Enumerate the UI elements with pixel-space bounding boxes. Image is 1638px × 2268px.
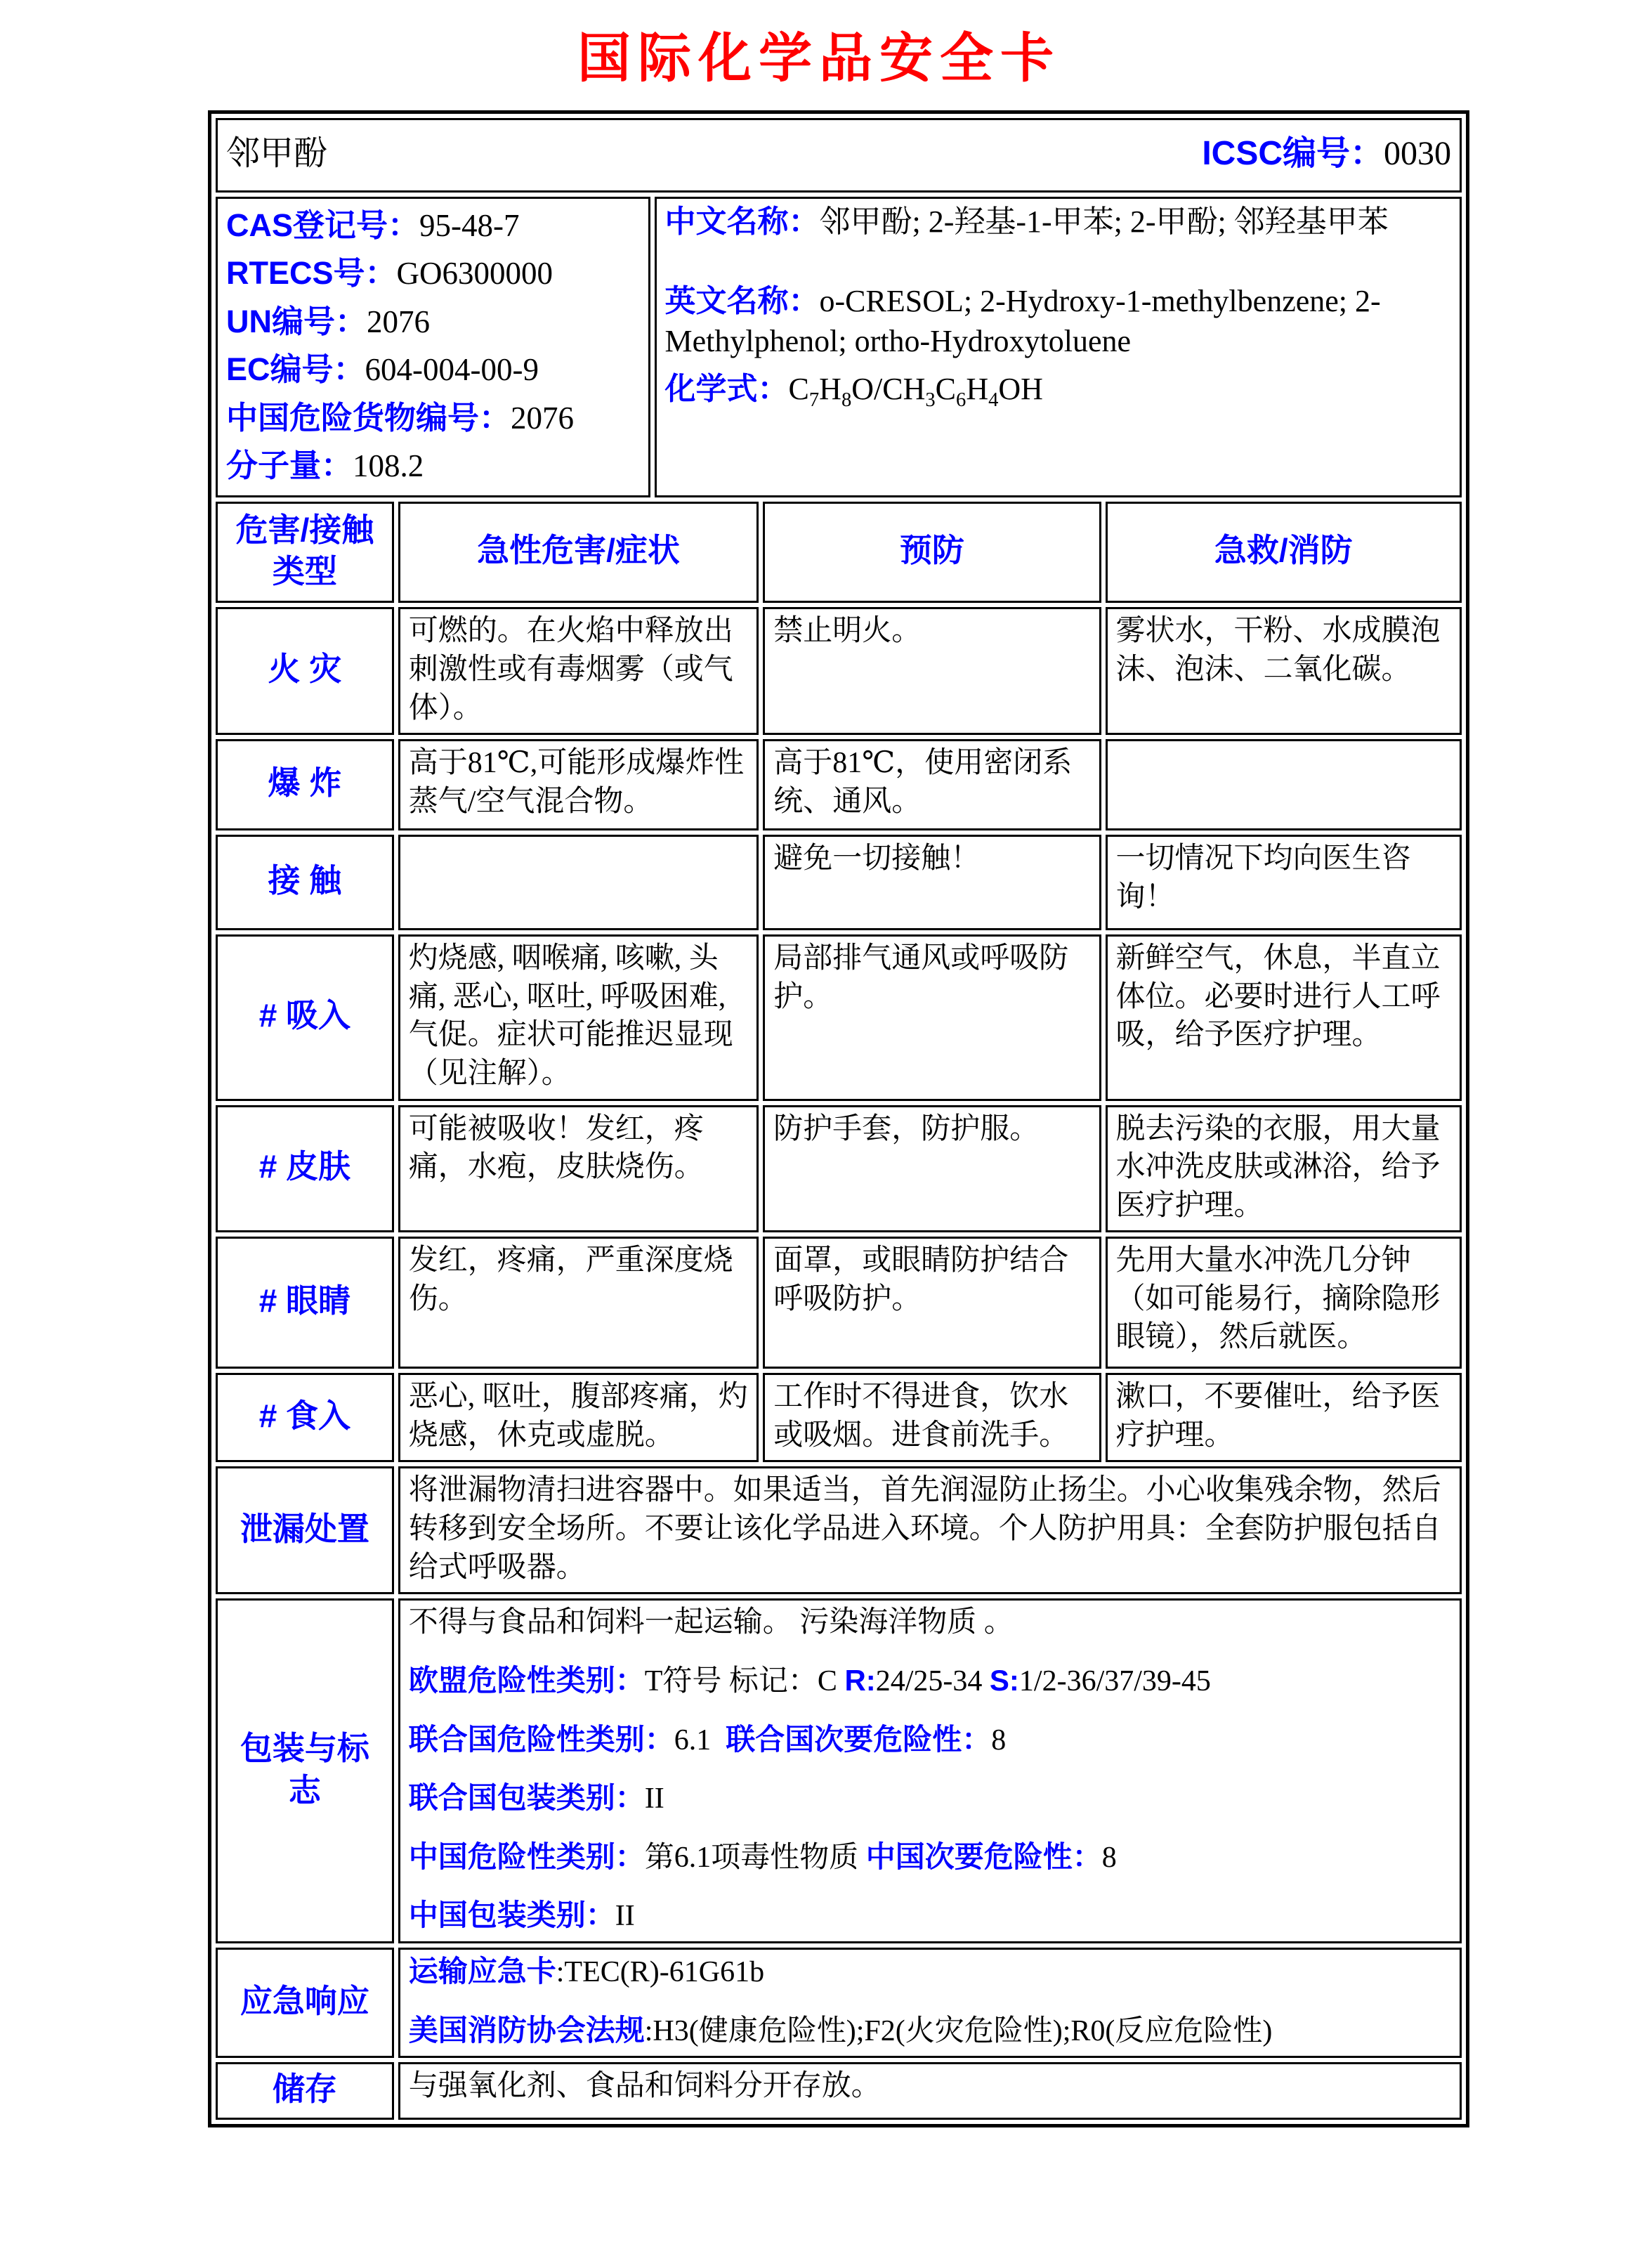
id-line-china-dg [226,394,640,442]
id-line-cas [226,202,640,249]
id-line-rtecs [226,249,640,297]
hazard-type-cell: # 眼睛 [216,1237,394,1369]
section-content-emergency [398,1948,1462,2058]
hazard-firstaid-cell [1106,739,1462,830]
section-row-spill [216,1466,1462,1594]
id-label: EC编号： [226,351,365,388]
section-line: 欧盟危险性类别：T符号 标记：C R:24/25-34 S:1/2-36/37/39-45 [408,1664,1211,1698]
id-value: 2076 [511,400,575,436]
id-label: CAS登记号： [226,207,420,243]
chinese-name-line [665,202,1452,242]
hazard-row-ingestion [216,1373,1462,1462]
id-label: 中国危险货物编号： [226,399,511,436]
identifiers-cell [216,197,650,497]
chinese-name-value: 邻甲酚; 2-羟基-1-甲苯; 2-甲酚; 邻羟基甲苯 [819,204,1389,239]
hazard-type-cell: # 吸入 [216,934,394,1100]
hazard-firstaid-cell: 漱口，不要催吐，给予医疗护理。 [1106,1373,1462,1462]
hazard-type-cell: 爆 炸 [216,739,394,830]
col-header-firstaid: 急救/消防 [1106,502,1462,603]
id-label: RTECS号： [226,255,397,292]
hazard-prevention-cell: 避免一切接触！ [763,835,1101,930]
chemical-name: 邻甲酚 [226,134,328,172]
section-line: 运输应急卡:TEC(R)-61G61b [408,1955,765,1989]
hazard-firstaid-cell: 脱去污染的衣服，用大量水冲洗皮肤或淋浴，给予医疗护理。 [1106,1105,1462,1233]
section-label-packaging: 包装与标志 [216,1598,394,1943]
section-label-emergency: 应急响应 [216,1948,394,2058]
formula-line [665,369,1452,409]
hazard-symptom-cell: 灼烧感, 咽喉痛, 咳嗽, 头痛, 恶心, 呕吐, 呼吸困难, 气促。症状可能推迟显现（见注解）。 [398,934,759,1100]
names-cell [655,197,1462,497]
id-label: UN编号： [226,303,367,339]
col-header-prevention: 预防 [763,502,1101,603]
section-row-storage [216,2062,1462,2120]
section-label-spill: 泄漏处置 [216,1466,394,1594]
hazard-type-cell: # 皮肤 [216,1105,394,1233]
hazard-prevention-cell: 高于81℃，使用密闭系统、通风。 [763,739,1101,830]
hazard-symptom-cell: 高于81℃,可能形成爆炸性蒸气/空气混合物。 [398,739,759,830]
english-name-value: o-CRESOL; 2-Hydroxy-1-methylbenzene; 2-Methylphenol; ortho-Hydroxytoluene [664,284,1381,359]
id-label: 分子量： [226,447,353,483]
hazard-row-eyes [216,1237,1462,1369]
hazard-firstaid-cell: 一切情况下均向医生咨询！ [1106,835,1462,930]
hazard-row-skin [216,1105,1462,1233]
hazard-prevention-cell: 局部排气通风或呼吸防护。 [763,934,1101,1100]
hazard-symptom-cell: 恶心, 呕吐，腹部疼痛，灼烧感，休克或虚脱。 [398,1373,759,1462]
english-name-label: 英文名称： [664,284,820,319]
hazard-header-row [216,502,1462,603]
hazard-prevention-cell: 面罩，或眼睛防护结合呼吸防护。 [763,1237,1101,1369]
section-label-storage: 储存 [216,2062,394,2120]
col-header-symptoms: 急性危害/症状 [398,502,759,603]
hazard-prevention-cell: 防护手套，防护服。 [763,1105,1101,1233]
section-line: 中国包装类别：II [408,1898,635,1933]
hazard-symptom-cell: 可能被吸收！发红，疼痛，水疱，皮肤烧伤。 [398,1105,759,1233]
formula-value: $C_7H_8O/CH_3C_6H_4OH$ [788,371,1043,411]
id-value: 108.2 [353,448,424,483]
chinese-name-label: 中文名称： [664,204,820,239]
id-value: GO6300000 [396,256,553,292]
icsc-number-label: ICSC编号： [1202,134,1384,172]
section-line: 美国消防协会法规:H3(健康危险性);F2(火灾危险性);R0(反应危险性) [408,2013,1273,2047]
section-line: 不得与食品和饲料一起运输。 污染海洋物质 。 [408,1606,1014,1639]
hazard-symptom-cell: 可燃的。在火焰中释放出刺激性或有毒烟雾（或气体）。 [398,607,759,735]
hazard-firstaid-cell: 先用大量水冲洗几分钟（如可能易行，摘除隐形眼镜），然后就医。 [1106,1237,1462,1369]
id-line-ec [226,346,640,393]
hazard-row-explosion [216,739,1462,830]
section-line: 中国危险性类别：第6.1项毒性物质 中国次要危险性：8 [408,1839,1117,1874]
hazard-firstaid-cell: 雾状水，干粉、水成膜泡沫、泡沫、二氧化碳。 [1106,607,1462,735]
section-line: 联合国危险性类别：6.1 联合国次要危险性：8 [408,1722,1007,1757]
hazard-prevention-cell: 禁止明火。 [763,607,1101,735]
hazard-prevention-cell: 工作时不得进食，饮水或吸烟。进食前洗手。 [763,1373,1101,1462]
hazard-row-fire [216,607,1462,735]
english-name-line [665,281,1452,361]
card-header-cell [216,118,1462,193]
id-line-molweight [226,442,640,490]
hazard-row-inhalation [216,934,1462,1100]
card-header-row [216,118,1462,193]
id-value: 2076 [367,304,430,339]
hazard-type-cell: # 食入 [216,1373,394,1462]
hazard-symptom-cell: 发红，疼痛，严重深度烧伤。 [398,1237,759,1369]
icsc-number [1202,132,1451,176]
id-value: 95-48-7 [419,208,520,243]
page-title: 国际化学品安全卡 [577,27,1061,89]
id-value: 604-004-00-9 [365,352,539,388]
identification-row [216,197,1462,497]
icsc-card-table [208,110,1469,2127]
section-line: 联合国包装类别：II [408,1781,664,1816]
section-content-spill: 将泄漏物清扫进容器中。如果适当，首先润湿防止扬尘。小心收集残余物，然后转移到安全场所。不要让该化学品进入环境。个人防护用具：全套防护服包括自给式呼吸器。 [398,1466,1462,1594]
icsc-document-page [0,15,1638,2127]
section-content-storage: 与强氧化剂、食品和饲料分开存放。 [398,2062,1462,2120]
col-header-hazard-type: 危害/接触类型 [216,502,394,603]
hazard-type-cell: 接 触 [216,835,394,930]
id-line-un [226,298,640,346]
section-row-packaging [216,1598,1462,1943]
hazard-firstaid-cell: 新鲜空气，休息，半直立体位。必要时进行人工呼吸，给予医疗护理。 [1106,934,1462,1100]
icsc-number-value: 0030 [1384,134,1451,172]
section-row-emergency [216,1948,1462,2058]
formula-label: 化学式： [664,371,789,406]
hazard-symptom-cell [398,835,759,930]
hazard-row-exposure [216,835,1462,930]
hazard-type-cell: 火 灾 [216,607,394,735]
section-content-packaging [398,1598,1462,1943]
